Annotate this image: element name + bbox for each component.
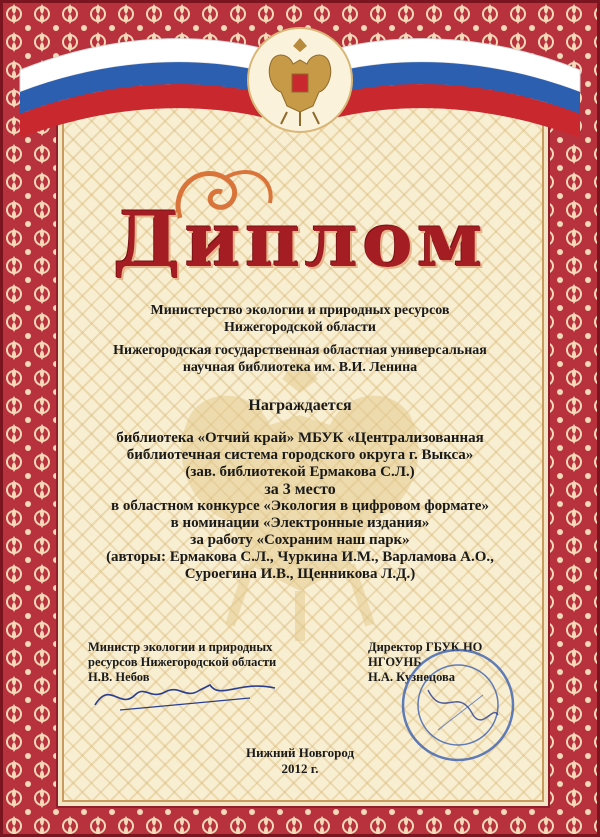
body-line: (зав. библиотекой Ермакова С.Л.) (185, 464, 415, 480)
issuer-line: Нижегородской области (224, 320, 376, 335)
signatory-title: НГОУНБ (368, 655, 422, 669)
diploma-title: Диплом (113, 195, 487, 284)
issuer-line: Министерство экологии и природных ресурсов (150, 303, 450, 318)
body-line: (авторы: Ермакова С.Л., Чуркина И.М., Варламова А.О., (106, 549, 494, 565)
signatory-name: Н.В. Небов (88, 670, 150, 684)
body-line: за работу «Сохраним наш парк» (190, 532, 410, 548)
body-line: в номинации «Электронные издания» (170, 515, 430, 531)
place-line: за 3 место (264, 481, 336, 498)
library-line: Нижегородская государственная областная универсальная (113, 343, 487, 358)
body-line: в областном конкурсе «Экология в цифровом формате» (111, 498, 489, 514)
signatory-name: Н.А. Кузнецова (368, 670, 456, 684)
body-line: библиотечная система городского округа г. Выкса» (126, 447, 474, 463)
coat-of-arms-emblem (247, 20, 353, 140)
library-line: научная библиотека им. В.И. Ленина (182, 360, 418, 375)
awarded-label: Награждается (248, 397, 352, 414)
city: Нижний Новгород (245, 745, 355, 760)
signatory-title: Министр экологии и природных (88, 640, 273, 654)
issue-place-date (0, 745, 600, 777)
year: 2012 г. (281, 761, 319, 776)
award-body (60, 430, 540, 583)
handwritten-signature (90, 670, 280, 720)
body-line: Суроегина И.В., Щенникова Л.Д.) (184, 566, 416, 582)
issuer-ministry (80, 302, 520, 336)
issuer-library (80, 342, 520, 376)
signatory-title: ресурсов Нижегородской области (88, 655, 277, 669)
body-line: библиотека «Отчий край» МБУК «Централизованная (116, 430, 484, 446)
signatory-title: Директор ГБУК НО (368, 640, 483, 654)
